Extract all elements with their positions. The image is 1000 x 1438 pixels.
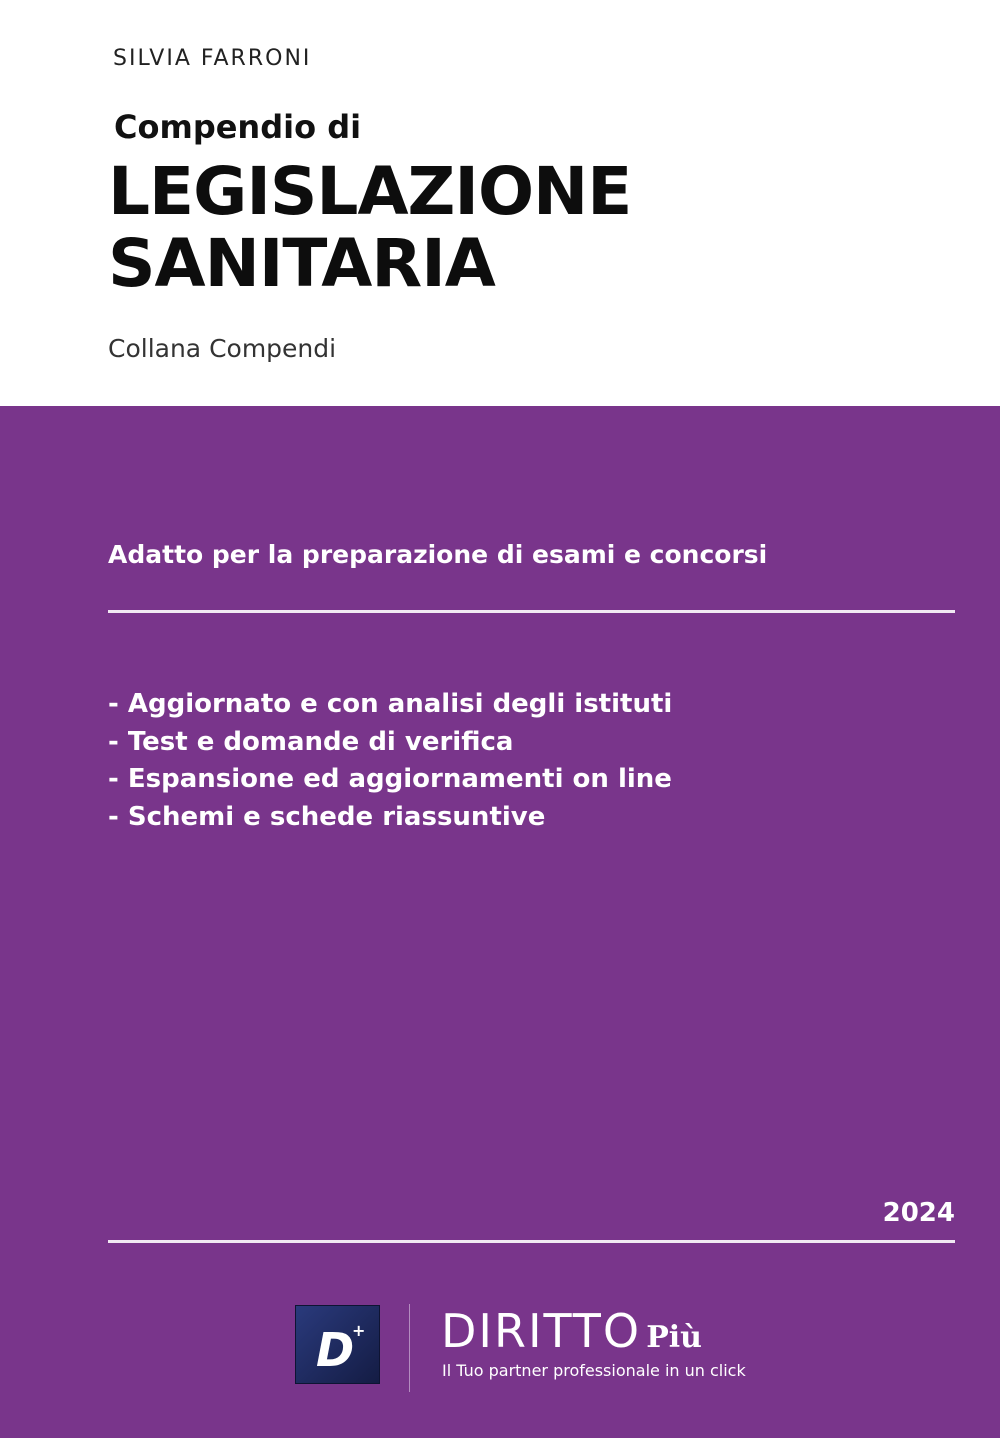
pre-title: Compendio di bbox=[114, 108, 362, 146]
edition-year: 2024 bbox=[882, 1198, 955, 1228]
publisher-name-suffix: Più bbox=[646, 1320, 702, 1355]
publisher-name-main: DIRITTO bbox=[441, 1304, 642, 1358]
cover-top-section bbox=[0, 0, 1000, 406]
svg-text:+: + bbox=[352, 1321, 366, 1340]
feature-item: - Espansione ed aggiornamenti on line bbox=[108, 764, 672, 794]
logo-divider bbox=[409, 1304, 410, 1392]
book-title-line-1: LEGISLAZIONE bbox=[108, 153, 632, 230]
cover-subtitle: Adatto per la preparazione di esami e concorsi bbox=[108, 540, 768, 569]
series-name: Collana Compendi bbox=[108, 334, 337, 363]
feature-item: - Schemi e schede riassuntive bbox=[108, 801, 546, 832]
divider-bottom bbox=[108, 1240, 955, 1243]
divider-top bbox=[108, 610, 955, 613]
author-name: SILVIA FARRONI bbox=[113, 46, 312, 71]
feature-list bbox=[108, 686, 672, 836]
publisher-name bbox=[441, 1306, 702, 1356]
feature-item: - Aggiornato e con analisi degli istituti bbox=[108, 689, 673, 719]
feature-item: - Test e domande di verifica bbox=[108, 726, 514, 757]
cover-purple-band bbox=[0, 406, 1000, 1438]
book-title-line-2: SANITARIA bbox=[108, 225, 495, 302]
publisher-tagline: Il Tuo partner professionale in un click bbox=[442, 1361, 746, 1380]
svg-text:D: D bbox=[316, 1323, 355, 1377]
book-title bbox=[108, 153, 632, 302]
diritto-piu-d-logo-icon bbox=[296, 1306, 379, 1383]
